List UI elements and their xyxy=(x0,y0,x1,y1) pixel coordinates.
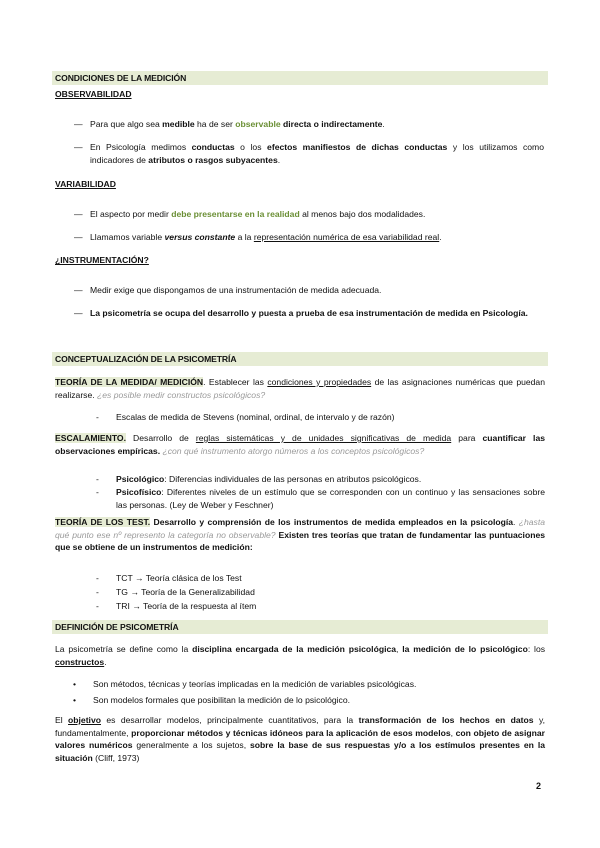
list-item-psicofisico: - Psicofísico: Diferentes niveles de un estímulo que se corresponden con un continuo y las sensaciones sobre las personas. (Ley de Weber y Feschner) xyxy=(96,487,545,510)
bullet-dash: - xyxy=(96,587,99,597)
list-item-text: El aspecto por medir debe presentarse en la realidad al menos bajo dos modalidades. xyxy=(90,209,426,219)
paragraph-teoria-medida: TEORÍA DE LA MEDIDA/ MEDICIÓN. Establecer las condiciones y propiedades de las asignaciones numéricas que puedan realizarse. ¿es posible medir constructos psicológicos? xyxy=(55,377,545,400)
list-item-conductas xyxy=(74,141,544,166)
list-item-tri: - TRI → Teoría de la respuesta al ítem xyxy=(96,601,257,611)
list-item-text: Llamamos variable versus constante a la representación numérica de esa variabilidad real. xyxy=(90,232,442,242)
paragraph-escalamiento: ESCALAMIENTO. Desarrollo de reglas sistemáticas y de unidades significativas de medida para cuantificar las observaciones empíricas. ¿con qué instrumento atorgo números a los conceptos psicológicos? xyxy=(55,433,545,456)
list-item-text: En Psicología medimos conductas o los efectos manifiestos de dichas conductas y los utilizamos como indicadores de atributos o rasgos subyacentes. xyxy=(90,142,544,165)
paragraph-objetivo: El objetivo es desarrollar modelos, principalmente cuantitativos, para la transformación de los hechos en datos y, fundamentalmente, proporcionar métodos y técnicas idóneos para la aplicación de esos modelos, con objeto de asignar valores numéricos generalmente a los sujetos, sobre la base de sus respuestas y/o a los estímulos presentes en la situación (Cliff, 1973) xyxy=(55,715,545,763)
subheading-instrumentacion: ¿INSTRUMENTACIÓN? xyxy=(55,255,149,265)
bullet-dash: - xyxy=(96,601,99,611)
dash-marker: — xyxy=(74,142,83,152)
list-item-metodos: • Son métodos, técnicas y teorías implicadas en la medición de variables psicológicas. xyxy=(73,679,417,689)
page-number: 2 xyxy=(536,781,542,791)
paragraph-teoria-test: TEORÍA DE LOS TEST. Desarrollo y comprensión de los instrumentos de medida empleados en la psicología. ¿hasta qué punto ese nº represento la categoría no observable? Existen tres teorías que tratan de fundamentar las puntuaciones que se obtiene de un instrumentos de medición: xyxy=(55,517,546,552)
subheading-observabilidad: OBSERVABILIDAD xyxy=(55,89,132,99)
paragraph-definicion: La psicometría se define como la disciplina encargada de la medición psicológica, la medición de lo psicológico: los constructos. xyxy=(55,644,546,667)
bullet-dash: - xyxy=(96,474,99,484)
list-item-observable xyxy=(74,118,544,131)
list-item-tg: - TG → Teoría de la Generalizabilidad xyxy=(96,587,255,597)
list-item-tct: - TCT → Teoría clásica de los Test xyxy=(96,573,242,583)
list-item-realidad xyxy=(74,208,544,221)
list-item-psicometria xyxy=(74,307,544,320)
bullet-dot: • xyxy=(73,679,77,689)
dash-marker: — xyxy=(74,119,83,129)
bullet-dot: • xyxy=(73,695,77,705)
list-item-text: La psicometría se ocupa del desarrollo y puesta a prueba de esa instrumentación de medida en Psicología. xyxy=(90,308,528,318)
list-item-modelos: • Son modelos formales que posibilitan la medición de lo psicológico. xyxy=(73,695,351,705)
subheading-variabilidad: VARIABILIDAD xyxy=(55,179,116,189)
dash-marker: — xyxy=(74,209,83,219)
list-item-psicologico: - Psicológico: Diferencias individuales de las personas en atributos psicológicos. xyxy=(96,474,422,484)
section-heading-condiciones: CONDICIONES DE LA MEDICIÓN xyxy=(52,71,548,85)
dash-marker: — xyxy=(74,285,83,295)
bullet-dash: - xyxy=(96,487,99,497)
list-item-text: Para que algo sea medible ha de ser observable directa o indirectamente. xyxy=(90,119,385,129)
section-heading-conceptualizacion: CONCEPTUALIZACIÓN DE LA PSICOMETRÍA xyxy=(52,352,548,366)
list-item-stevens: - Escalas de medida de Stevens (nominal, ordinal, de intervalo y de razón) xyxy=(96,412,395,422)
bullet-dash: - xyxy=(96,573,99,583)
dash-marker: — xyxy=(74,232,83,242)
bullet-dash: - xyxy=(96,412,99,422)
section-heading-definicion: DEFINICIÓN DE PSICOMETRÍA xyxy=(52,620,548,634)
list-item-medir xyxy=(74,284,544,297)
list-item-text: Medir exige que dispongamos de una instrumentación de medida adecuada. xyxy=(90,285,382,295)
list-item-variable xyxy=(74,231,544,244)
dash-marker: — xyxy=(74,308,83,318)
